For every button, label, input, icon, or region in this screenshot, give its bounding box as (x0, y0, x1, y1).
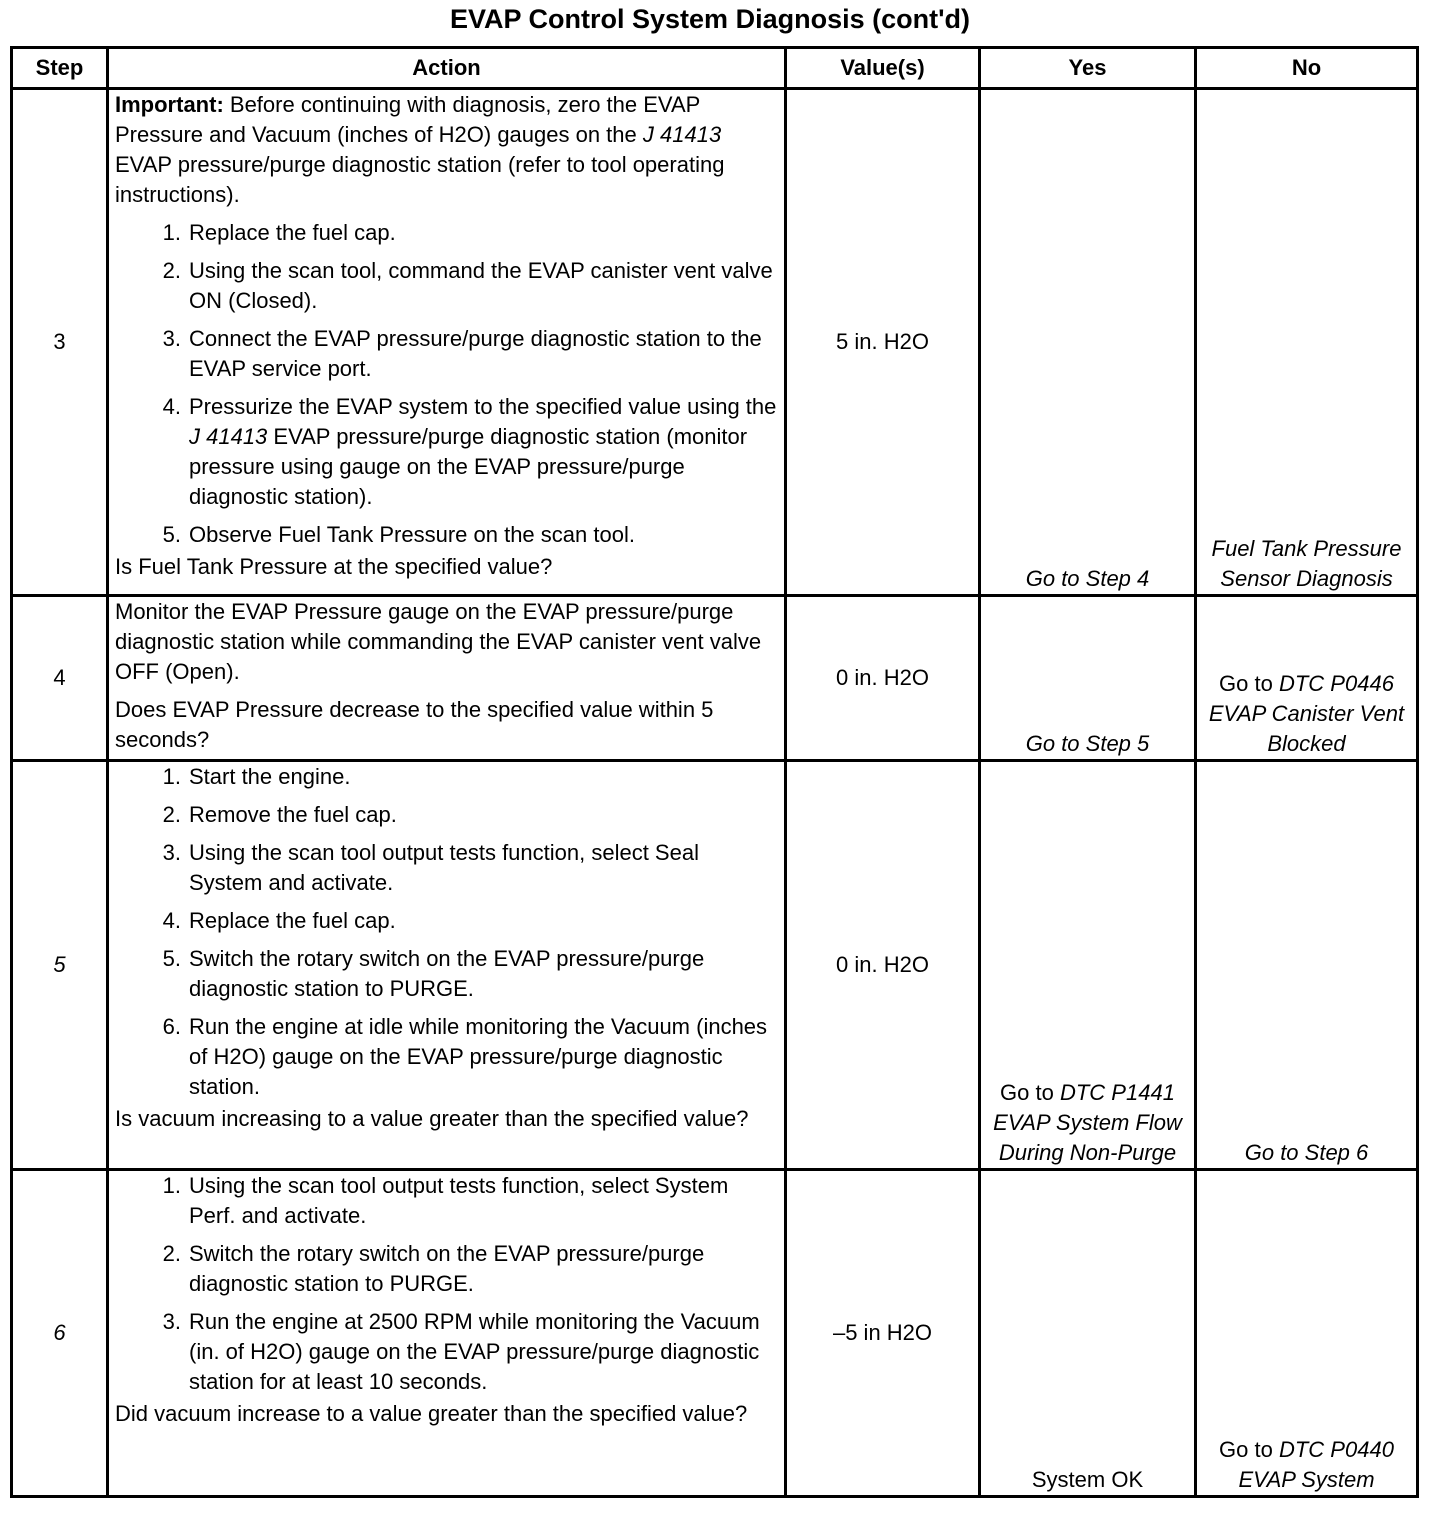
intro-text-a: Before continuing with diagnosis, zero the EVAP Pressure and Vacuum (inches of H2O) gauges on the (115, 92, 700, 147)
step-number: 6 (12, 1170, 108, 1497)
step-number: 3 (12, 89, 108, 596)
step-number: 5 (12, 761, 108, 1170)
action-cell (108, 596, 786, 761)
item-number: 3. (162, 840, 181, 865)
list-item (115, 838, 778, 898)
item-text: Switch the rotary switch on the EVAP pressure/purge diagnostic station to PURGE. (189, 1241, 705, 1296)
yes-cell: Go to Step 5 (980, 596, 1196, 761)
procedure-list (115, 1171, 778, 1397)
item-number: 4. (162, 394, 181, 419)
item-number: 1. (162, 764, 181, 789)
question-text: Does EVAP Pressure decrease to the specified value within 5 seconds? (115, 697, 714, 752)
item-text: Observe Fuel Tank Pressure on the scan tool. (189, 522, 635, 547)
list-item (115, 218, 778, 248)
intro-text-b: EVAP pressure/purge diagnostic station (refer to tool operating instructions). (115, 152, 725, 207)
list-item (115, 1307, 778, 1397)
list-item (115, 324, 778, 384)
item-text: Connect the EVAP pressure/purge diagnostic station to the EVAP service port. (189, 326, 762, 381)
item-text: Replace the fuel cap. (189, 220, 396, 245)
item-number: 5. (162, 946, 181, 971)
item-number: 2. (162, 258, 181, 283)
yes-cell: Go to Step 4 (980, 89, 1196, 596)
header-yes: Yes (980, 48, 1196, 89)
table-row-step-4 (12, 596, 1418, 761)
header-no: No (1196, 48, 1418, 89)
action-cell (108, 1170, 786, 1497)
step-number: 4 (12, 596, 108, 761)
list-item (115, 1239, 778, 1299)
item-number: 4. (162, 908, 181, 933)
item-number: 5. (162, 522, 181, 547)
item-text-a: Pressurize the EVAP system to the specified value using the (189, 394, 777, 419)
item-text: Using the scan tool output tests function, select System Perf. and activate. (189, 1173, 729, 1228)
list-item (115, 944, 778, 1004)
action-text: Monitor the EVAP Pressure gauge on the EVAP pressure/purge diagnostic station while commanding the EVAP canister vent valve OFF (Open). (115, 599, 762, 684)
item-number: 2. (162, 802, 181, 827)
yes-cell: System OK (980, 1170, 1196, 1497)
list-item (115, 762, 778, 792)
item-text: Run the engine at 2500 RPM while monitoring the Vacuum (in. of H2O) gauge on the EVAP pressure/purge diagnostic station for at least 10 seconds. (189, 1309, 760, 1394)
dtc-ref: DTC P1441 EVAP System Flow During Non-Purge (993, 1080, 1182, 1165)
no-prefix: Go to (1219, 1437, 1273, 1462)
no-cell: Go to Step 6 (1196, 761, 1418, 1170)
dtc-ref: DTC P0440 EVAP System (1238, 1437, 1394, 1492)
no-prefix: Go to (1219, 671, 1273, 696)
item-number: 3. (162, 1309, 181, 1334)
list-item (115, 1171, 778, 1231)
action-cell (108, 89, 786, 596)
yes-prefix: Go to (1000, 1080, 1054, 1105)
item-text: Run the engine at idle while monitoring the Vacuum (inches of H2O) gauge on the EVAP pressure/purge diagnostic station. (189, 1014, 768, 1099)
no-cell (1196, 1170, 1418, 1497)
item-text: Remove the fuel cap. (189, 802, 397, 827)
item-text: Using the scan tool output tests function, select Seal System and activate. (189, 840, 699, 895)
question-text: Is Fuel Tank Pressure at the specified value? (115, 554, 553, 579)
procedure-list (115, 218, 778, 550)
item-number: 2. (162, 1241, 181, 1266)
header-values: Value(s) (786, 48, 980, 89)
item-text: Replace the fuel cap. (189, 908, 396, 933)
action-cell (108, 761, 786, 1170)
important-label: Important: (115, 92, 224, 117)
list-item (115, 800, 778, 830)
table-row-step-5 (12, 761, 1418, 1170)
item-text: Using the scan tool, command the EVAP canister vent valve ON (Closed). (189, 258, 773, 313)
no-cell: Fuel Tank Pressure Sensor Diagnosis (1196, 89, 1418, 596)
list-item (115, 906, 778, 936)
item-text: Switch the rotary switch on the EVAP pressure/purge diagnostic station to PURGE. (189, 946, 705, 1001)
header-row (12, 48, 1418, 89)
list-item (115, 392, 778, 512)
question-text: Is vacuum increasing to a value greater than the specified value? (115, 1106, 749, 1131)
yes-cell (980, 761, 1196, 1170)
item-number: 1. (162, 220, 181, 245)
value-cell: 5 in. H2O (786, 89, 980, 596)
tool-ref: J 41413 (189, 424, 268, 449)
item-text (189, 392, 778, 512)
important-note (115, 90, 778, 210)
value-cell: 0 in. H2O (786, 596, 980, 761)
procedure-list (115, 762, 778, 1102)
list-item (115, 1012, 778, 1102)
item-number: 3. (162, 326, 181, 351)
table-row-step-3 (12, 89, 1418, 596)
item-text: Start the engine. (189, 764, 351, 789)
tool-ref: J 41413 (642, 122, 722, 147)
no-cell (1196, 596, 1418, 761)
item-number: 6. (162, 1014, 181, 1039)
table-row-step-6 (12, 1170, 1418, 1497)
value-cell: 0 in. H2O (786, 761, 980, 1170)
value-cell: –5 in H2O (786, 1170, 980, 1497)
diagnosis-table (10, 46, 1419, 1498)
item-number: 1. (162, 1173, 181, 1198)
item-text-b: EVAP pressure/purge diagnostic station (monitor pressure using gauge on the EVAP pressure/purge diagnostic station). (189, 424, 748, 509)
question-text: Did vacuum increase to a value greater than the specified value? (115, 1401, 748, 1426)
header-step: Step (12, 48, 108, 89)
header-action: Action (108, 48, 786, 89)
dtc-ref: DTC P0446 EVAP Canister Vent Blocked (1208, 671, 1405, 756)
list-item (115, 256, 778, 316)
page-title: EVAP Control System Diagnosis (cont'd) (450, 4, 970, 34)
list-item (115, 520, 778, 550)
